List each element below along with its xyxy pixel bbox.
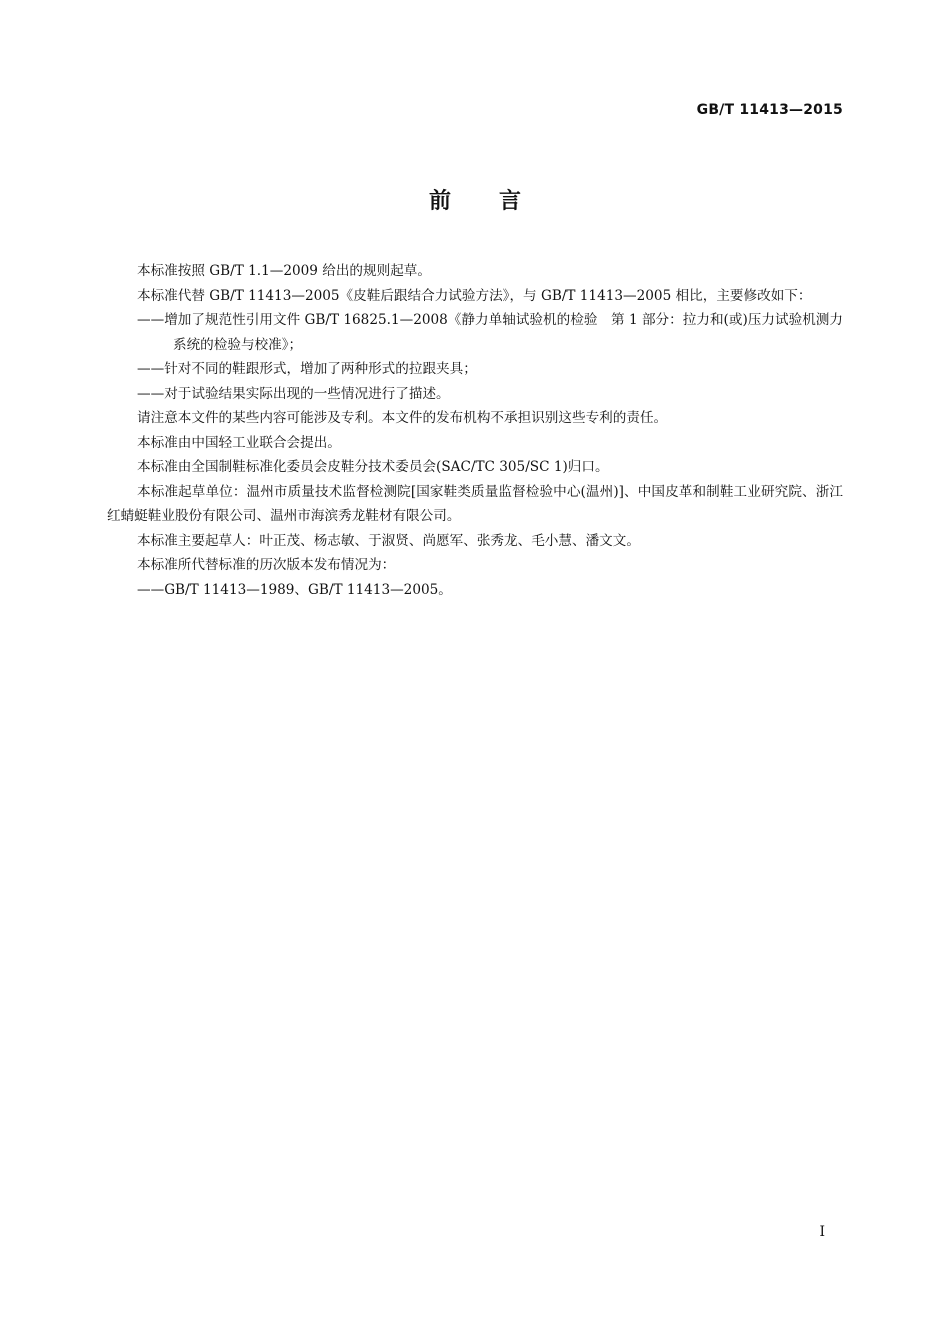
page-title: 前言 (428, 189, 569, 214)
paragraph-proposer: 本标准由中国轻工业联合会提出。 (137, 434, 341, 451)
paragraph-drafting-units: 本标准起草单位：温州市质量技术监督检测院[国家鞋类质量监督检验中心(温州)]、中国皮革和制鞋工业研究院、浙江红蜻蜓鞋业股份有限公司、温州市海滨秀龙鞋材有限公司。 (107, 483, 843, 524)
version-history-item: ——GB/T 11413—1989、GB/T 11413—2005。 (137, 581, 452, 598)
change-item-normative-reference: ——增加了规范性引用文件 GB/T 16825.1—2008《静力单轴试验机的检验 第 1 部分：拉力和(或)压力试验机测力系统的检验与校准》； (137, 312, 843, 353)
paragraph-drafters: 本标准主要起草人：叶正茂、杨志敏、于淑贤、尚愿军、张秀龙、毛小慧、潘文文。 (137, 532, 640, 549)
paragraph-patent-notice: 请注意本文件的某些内容可能涉及专利。本文件的发布机构不承担识别这些专利的责任。 (137, 410, 668, 426)
change-item-fixtures: ——针对不同的鞋跟形式，增加了两种形式的拉跟夹具； (137, 361, 477, 377)
paragraph-replacement: 本标准代替 GB/T 11413—2005《皮鞋后跟结合力试验方法》，与 GB/T 11413—2005 相比，主要修改如下： (137, 287, 812, 304)
standard-number-header: GB/T 11413—2015 (696, 102, 843, 118)
foreword-body (107, 259, 843, 602)
paragraph-version-history: 本标准所代替标准的历次版本发布情况为： (137, 557, 396, 573)
change-item-results: ——对于试验结果实际出现的一些情况进行了描述。 (137, 385, 450, 402)
page-number: I (819, 1224, 825, 1240)
paragraph-drafting-rules: 本标准按照 GB/T 1.1—2009 给出的规则起草。 (137, 263, 431, 279)
paragraph-committee: 本标准由全国制鞋标准化委员会皮鞋分技术委员会(SAC/TC 305/SC 1)归口。 (137, 459, 609, 475)
